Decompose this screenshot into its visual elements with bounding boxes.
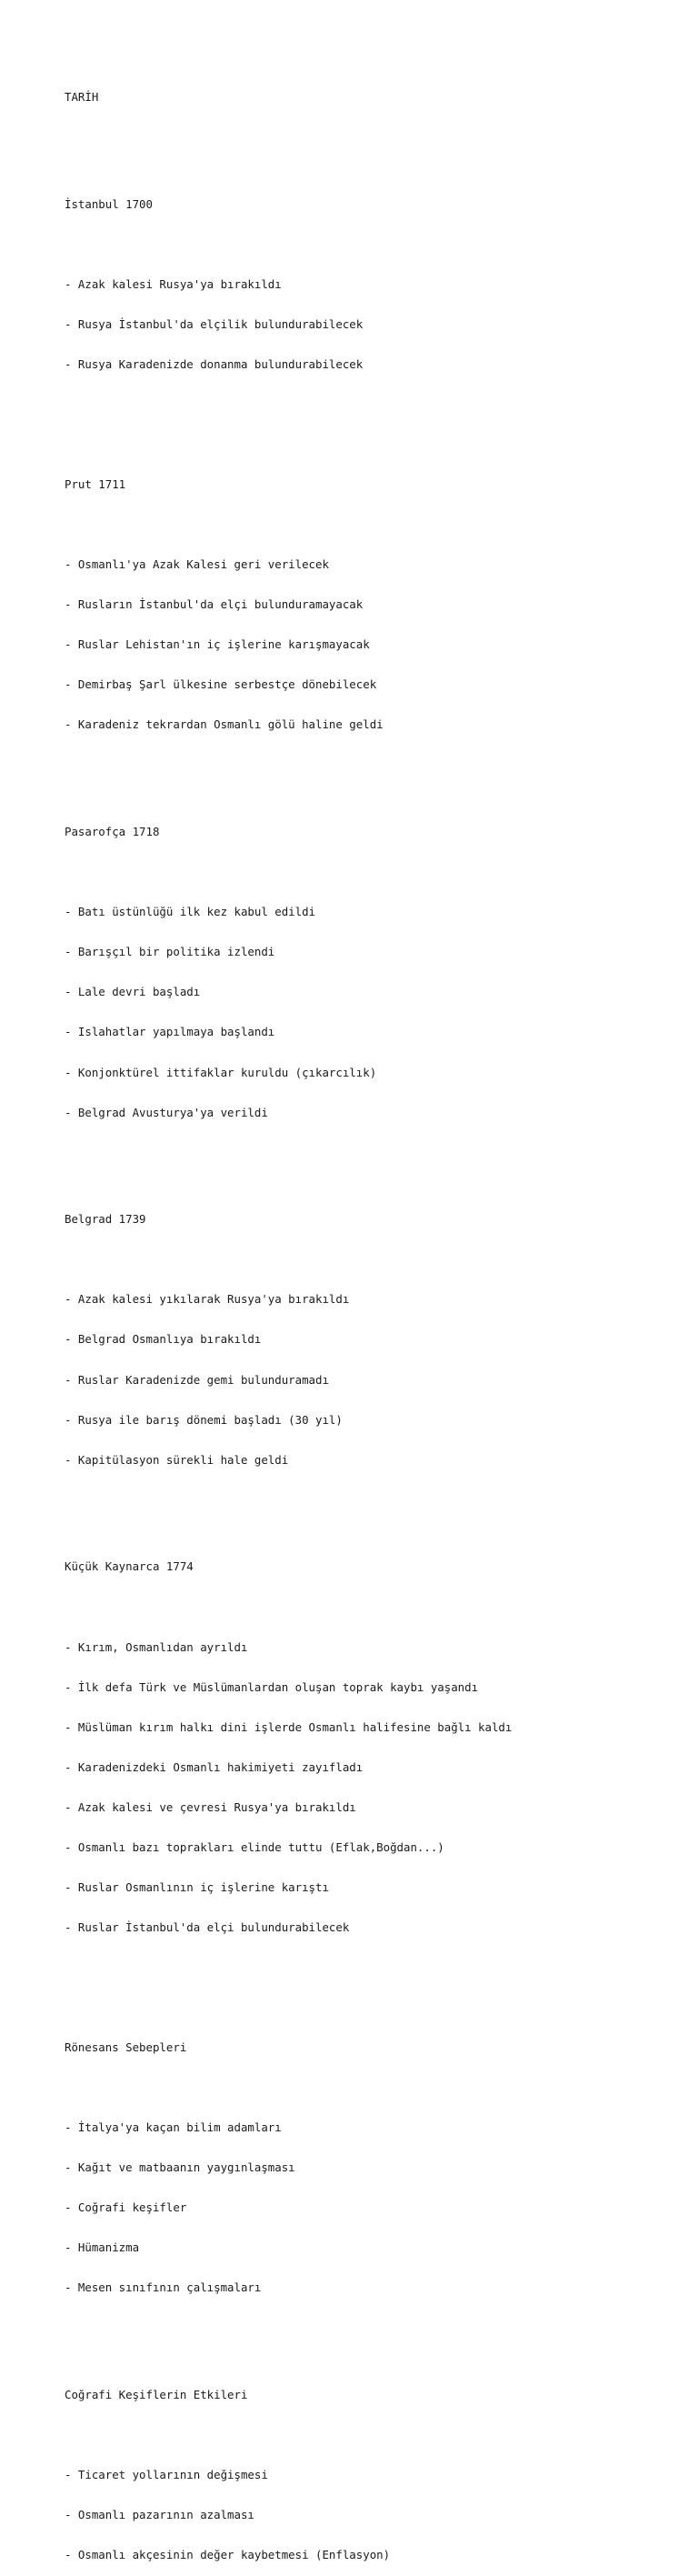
list-item: - Osmanlı pazarının azalması	[65, 2508, 254, 2522]
list-item: - Belgrad Avusturya'ya verildi	[65, 1105, 268, 1119]
list-item: - Kağıt ve matbaanın yaygınlaşması	[65, 2160, 295, 2174]
list-item: - Rusların İstanbul'da elçi bulunduramayacak	[65, 597, 364, 612]
list-item: - Azak kalesi ve çevresi Rusya'ya bırakıldı	[65, 1799, 356, 1814]
list-item: - Rusya Karadenizde donanma bulundurabilecek	[65, 357, 364, 372]
list-item: - Azak kalesi Rusya'ya bırakıldı	[65, 277, 282, 292]
list-item: - İtalya'ya kaçan bilim adamları	[65, 2120, 282, 2134]
list-item: - Rusya ile barış dönemi başladı (30 yıl)	[65, 1412, 343, 1427]
section-heading-kucuk-kaynarca-1774: Küçük Kaynarca 1774	[65, 1559, 194, 1574]
list-item: - Rusya İstanbul'da elçilik bulundurabilecek	[65, 317, 364, 332]
section-heading-belgrad-1739: Belgrad 1739	[65, 1212, 146, 1227]
section-heading-pasarofca-1718: Pasarofça 1718	[65, 824, 160, 838]
section-heading-prut-1711: Prut 1711	[65, 476, 126, 491]
list-item: - Ticaret yollarının değişmesi	[65, 2467, 268, 2481]
list-item: - Osmanlı'ya Azak Kalesi geri verilecek	[65, 556, 329, 571]
list-item: - Ruslar Osmanlının iç işlerine karıştı	[65, 1880, 329, 1895]
list-item: - Ruslar Lehistan'ın iç işlerine karışmayacak	[65, 637, 370, 652]
list-item: - Mesen sınıfının çalışmaları	[65, 2280, 262, 2295]
list-item: - Konjonktürel ittifaklar kuruldu (çıkarcılık)	[65, 1065, 377, 1079]
list-item: - Demirbaş Şarl ülkesine serbestçe dönebilecek	[65, 677, 377, 692]
list-item: - Osmanlı bazı toprakları elinde tuttu (Eflak,Boğdan...)	[65, 1840, 444, 1854]
list-item: - Kapitülasyon sürekli hale geldi	[65, 1452, 289, 1467]
list-item: - Hümanizma	[65, 2240, 140, 2255]
list-item: - Batı üstünlüğü ilk kez kabul edildi	[65, 905, 316, 919]
list-item: - Islahatlar yapılmaya başlandı	[65, 1025, 275, 1039]
list-item: - Kırım, Osmanlıdan ayrıldı	[65, 1639, 248, 1654]
section-heading-ronesans-sebepleri: Rönesans Sebepleri	[65, 2040, 187, 2054]
section-heading-istanbul-1700: İstanbul 1700	[65, 197, 153, 211]
list-item: - Coğrafi keşifler	[65, 2200, 187, 2214]
list-item: - Karadenizdeki Osmanlı hakimiyeti zayıfladı	[65, 1759, 364, 1774]
list-item: - İlk defa Türk ve Müslümanlardan oluşan toprak kaybı yaşandı	[65, 1679, 479, 1694]
document-body	[65, 65, 683, 2576]
list-item: - Osmanlı akçesinin değer kaybetmesi (Enflasyon)	[65, 2548, 391, 2562]
list-item: - Belgrad Osmanlıya bırakıldı	[65, 1332, 262, 1347]
list-item: - Karadeniz tekrardan Osmanlı gölü haline geldi	[65, 717, 384, 732]
list-item: - Ruslar İstanbul'da elçi bulundurabilecek	[65, 1920, 350, 1935]
list-item: - Lale devri başladı	[65, 985, 201, 999]
document-title: TARİH	[65, 90, 99, 105]
list-item: - Ruslar Karadenizde gemi bulunduramadı	[65, 1372, 329, 1387]
section-heading-cografi-kesiflerin-etkileri: Coğrafi Keşiflerin Etkileri	[65, 2387, 248, 2401]
list-item: - Müslüman kırım halkı dini işlerde Osmanlı halifesine bağlı kaldı	[65, 1719, 513, 1734]
list-item: - Barışçıl bir politika izlendi	[65, 945, 275, 959]
list-item: - Azak kalesi yıkılarak Rusya'ya bırakıldı	[65, 1292, 350, 1307]
